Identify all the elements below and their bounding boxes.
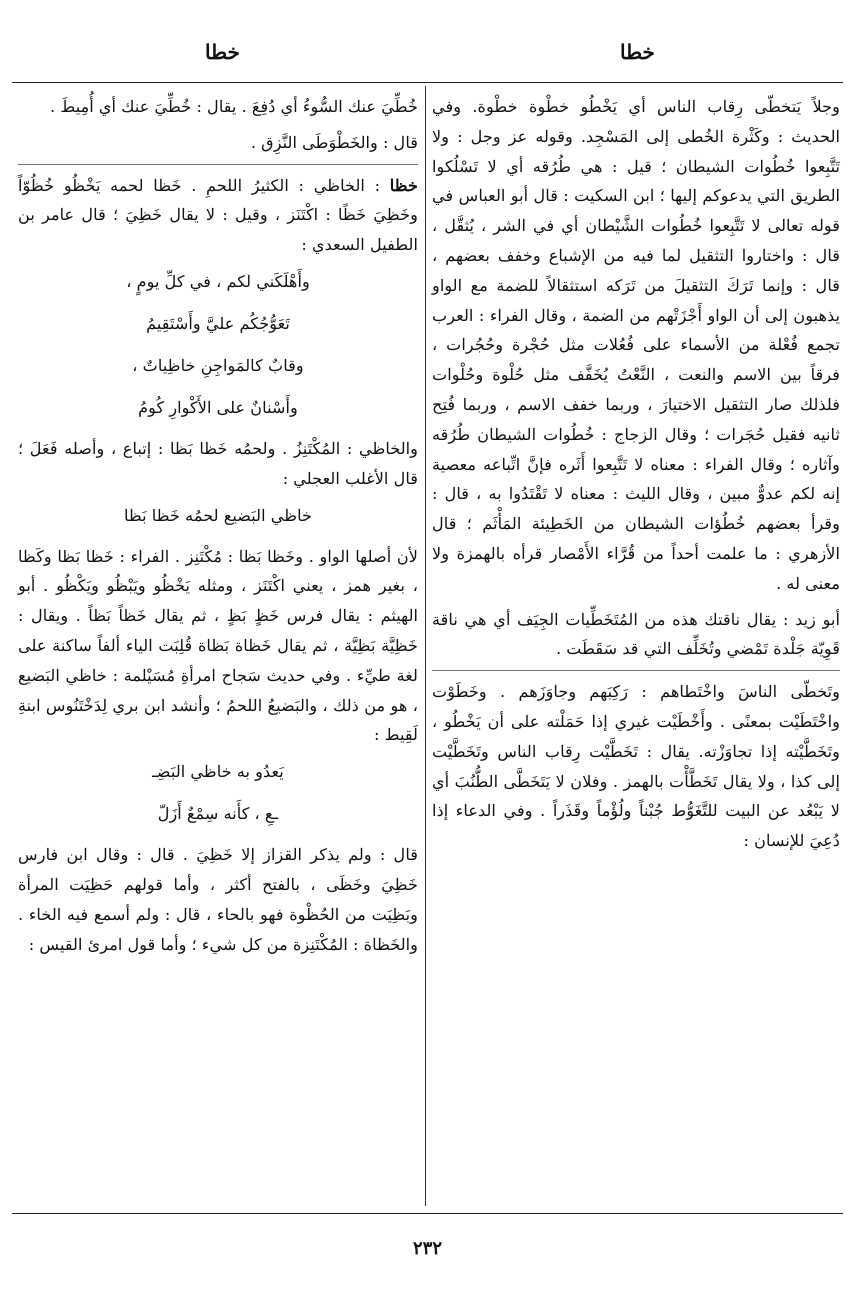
verse-line: وقابٌ كالمَواجِنِ خاظِياتٌ ، <box>132 355 304 375</box>
left-column <box>18 92 418 965</box>
footer-divider <box>12 1213 843 1214</box>
paragraph: وتَخطّى الناسَ واخْتَطاهم : رَكِبَهم وجاوَزَهم . وخَطَوْت واخْتَطَيْت بمعنًى . وأَخْطَيْت غيري إذا حَمَلْته على أن يَخْطُو ، وتَخَطَّيْته إذا تجاوَزْته. يقال : تَخَطَّيْت رِقاب الناس وتَخَطَّيْت إلى كذا ، ولا يقال تَخَطَّأْت بالهمز . وفلان لا يَتَخَطَّى الطُّنُبَ أي لا يَبْعُد عن البيت للتَّغَوُّط جُبْناً ولُؤْماً وقَذَراً . وفي الدعاء إذا دُعِيَ للإنسان : <box>432 682 840 851</box>
column-divider <box>425 86 426 1206</box>
page-number: ٢٣٢ <box>412 1238 442 1259</box>
section-separator <box>432 670 840 671</box>
paragraph: قال : ولم يذكر القزاز إلا خَظِيَ . قال : وقال ابن فارس خَظِيَ وخَظَى ، بالفتح أكثر ، وأما قولهم حَظِيَت المرأة وبَظِيَت من الحُظْوة فهو بالحاء ، قال : ولم أسمع فيه الخاء . والخَظاة : المُكْتَنِزة من كل شيء ؛ وأما قول امرئ القيس : <box>18 845 418 954</box>
paragraph: خُطِّيَ عنك السُّوءُ أي دُفِعَ . يقال : خُطِّيَ عنك أي أُمِيطَ . <box>50 97 418 116</box>
header-title-left: خطا <box>205 40 240 64</box>
paragraph: أبو زيد : يقال ناقتك هذه من المُتَخَطِّيات الجِيَف أي هي ناقة قَوِيّة جَلْدة تَمْضي وتُخَلِّف التي قد سَقَطَت . <box>432 609 840 659</box>
paragraph: لأن أصلها الواو . وخَظا بَظا : مُكْتَنِز . الفراء : خَظا بَظا وكَظا ، بغير همز ، يعني اكْتَنَز ، ومثله يَخْظُو ويَبْظُو ويَكْظُو . أبو الهيثم : يقال فرس خَظٍ بَظٍ ، ثم يقال خَظاً بَظاً . ويقال : خَظِيَّة بَظِيَّة ، ثم يقال خَظاة بَظاة قُلِبَت الياء ألفاً ساكنة على لغة طيِّء . وفي حديث سَجاح امرأةِ مُسَيْلمة : خاظي البَضيع ، هو من ذلك ، والبَضيعُ اللحمُ ؛ وأنشد ابن بري لِدَخْتَنُوس ابنةِ لَقِيط : <box>18 546 418 745</box>
verse-line: وأَسْنانٌ على الأَكْوارِ كُومُ <box>138 397 298 417</box>
verse-line: تَعَوُّجُكُم عليَّ وأَسْتَقِيمُ <box>146 313 290 333</box>
right-column <box>432 92 840 862</box>
paragraph <box>18 171 418 260</box>
entry-text: : الخاظي : الكثيرُ اللحمِ . خَظا لحمه يَخْظُو خُظُوّاً وخَظِيَ خَظًا : اكْتَنَز ، وقيل : لا يقال خَظِيَ ؛ قال عامر بن الطفيل السعدي : <box>18 175 418 255</box>
paragraph: وجلاً يَتخطّى رِقاب الناس أي يَخْطُو خطْوة خطْوة. وفي الحديث : وكَثْرة الخُطى إلى المَسْجِد. وقوله عز وجل : ولا تَتَّبِعوا خُطُوات الشيطان ؛ قيل : هي طُرُقه أي لا تَسْلُكوا الطريق التي يدعوكم إليها ؛ ابن السكيت : قال أبو العباس في قوله تعالى لا تَتَّبِعوا خُطُوات الشَّيْطان أي في الشر ، يُثقَّل ، قال : واختاروا التثقيل لما فيه من الإشباع وخفف بعضهم ، قال : وإنما تَرَكَ التثقيلَ من تَرَكه استثقالاً للضمة مع الواو يذهبون إلى أن الواو أَجْزَتْهم من الضمة ، وقال الفراء : العرب تجمع فُعْلة من الأسماء على فُعُلات مثل حُجْرة وحُجُرات ، فرقاً بين الاسم والنعت ، النَّعْتُ يُخَفَّف مثل حُلْوة وحُلْوات فلذلك صار التثقيل الاختيارَ ، وربما خفف الاسم ، وربما فُتِح ثانيه فقيل حُجَرات ؛ وقال الزجاج : خُطُوات الشيطان طُرُقه وآثاره ؛ وقال الفراء : معناه لا تَتَّبِعوا أَثَره فإنَّ اتِّباعه معصية إنه لكم عدوٌّ مبين ، وقال الليث : معناه لا تَقْتَدُوا به ، قال : وقرأ بعضهم خُطُؤات الشيطان من الخَطِيئة المَأْثَم ؛ قال الأزهري : ما علمت أحداً من قُرَّاء الأَمْصار قرأه بالهمزة ولا معنى له . <box>432 97 840 593</box>
paragraph: قال : والخَطْوَطَى النَّزِق . <box>250 132 418 152</box>
entry-headword: خظا <box>389 175 418 195</box>
header-divider <box>12 82 843 83</box>
header-title-right: خطا <box>620 40 655 64</box>
verse-line: وأَهْلَكَني لكم ، في كلِّ يومٍ ، <box>126 271 310 291</box>
verse-line: ـعِ ، كأَنه سِمْعٌ أَزَلّ <box>157 804 279 824</box>
verse-line: يَعدُو به خاظي البَضِـ <box>152 762 284 782</box>
section-separator <box>18 164 418 165</box>
paragraph: والخاظي : المُكْتَنِزُ . ولحمُه خَظا بَظا : إتباع ، وأصله فَعَلَ ؛ قال الأغلب العجلي : <box>18 438 418 488</box>
verse-line: خاظي البَضيع لحمُه خَظا بَظا <box>123 505 313 525</box>
